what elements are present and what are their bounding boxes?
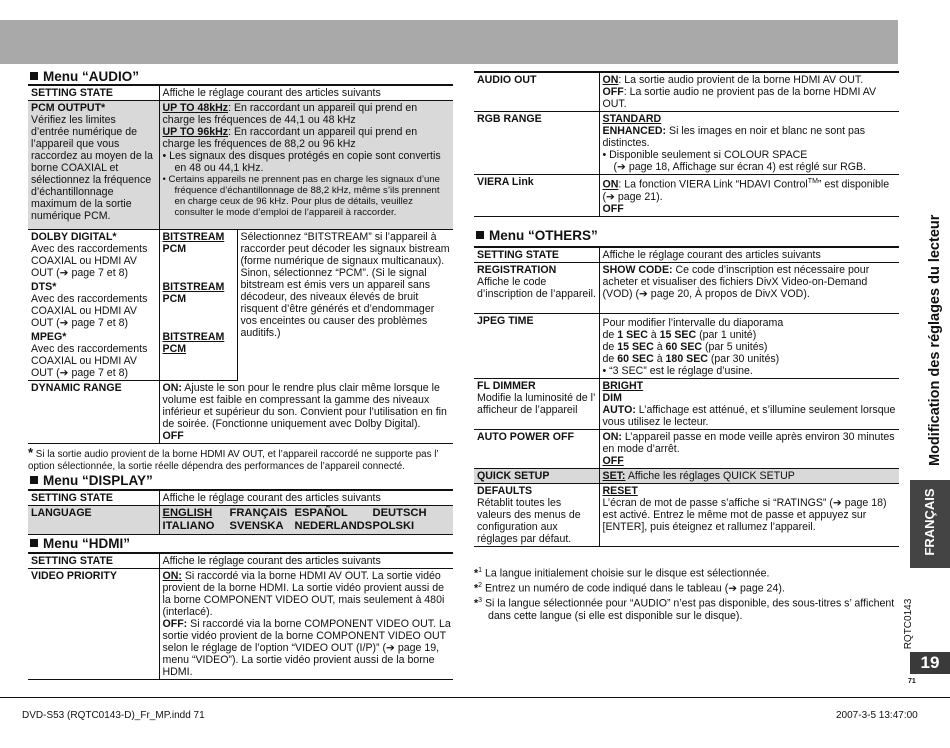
language-label: LANGUAGE: [28, 506, 159, 535]
language-tab-francais: FRANÇAIS: [910, 480, 950, 568]
pcm-desc: Vérifiez les limites d’entrée numérique de l’appareil que vous raccordez au moyen de la borne COAXIAL et sélectionnez la fréquence d’échantillonnage maximum de la sortie numérique PCM.: [31, 114, 153, 222]
language-options: ENGLISH FRANÇAIS ESPAÑOL DEUTSCH ITALIANO SVENSKA NEDERLANDS POLSKI: [162, 507, 427, 532]
page-number: 19: [910, 652, 950, 674]
opt-up-to-96khz: UP TO 96kHz: [162, 126, 229, 138]
document-code: RQTC0143: [903, 598, 914, 650]
footer-divider: [0, 697, 950, 698]
audio-footnote: * Si la sortie audio provient de la borne HDMI AV OUT, et l’appareil raccordé ne supporte pas l’ option sélectionnée, la sortie réelle dépendra des performances de l’appareil connecté.: [28, 445, 439, 472]
hdmi-cont-table: AUDIO OUT ON: La sortie audio provient de la borne HDMI AV OUT. OFF: La sortie audio ne provient pas de la borne HDMI AV OUT. RGB RANGE STANDARD ENHANCED: Si les images en noir et blanc ne sont pas distinctes. • Disponible seulement si COLOUR SPACE (➔ page 18, Affichage sur écran 4) est réglé sur RGB. VIERA Link ON: La fonction VIERA Link “HDAVI Control™” est disponible (➔ page 21). OFF: [474, 71, 899, 217]
pcm-output-row: PCM OUTPUT* Vérifiez les limites d’entrée numérique de l’appareil que vous raccordez au moyen de la borne COAXIAL et sélectionnez la fréquence d’échantillonnage maximum de la sortie numérique PCM. UP TO 48kHz: En raccordant un appareil qui prend en charge les fréquences de 44,1 ou 48 kHz UP TO 96kHz: En raccordant un appareil qui prend en charge les fréquences de 88,2 ou 96 kHz • Les signaux des disques protégés en copie sont convertis en 48 ou 44,1 kHz. • Certains appareils ne prennent pas en charge les signaux d’une fréquence d’échantillonnage de 88,2 kHz, même s’ils prennent en charge ceux de 96 kHz. Pour plus de détails, veuillez consulter le mode d’emploi de l’appareil à raccorder.: [28, 101, 453, 230]
others-table: SETTING STATE Affiche le réglage courant des articles suivants REGISTRATION Affiche le code d’inscription de l’appareil. SHOW CODE: Ce code d’inscription est nécessaire pour acheter et visualiser des fichiers DivX Video-on-Demand (VOD) (➔ page 20, À propos de DivX VOD). JPEG TIME Pour modifier l’intervalle du diaporama de 1 SEC à 15 SEC (par 1 unité) de 15 SEC à 60 SEC (par 5 unités) de 60 SEC à 180 SEC (par 30 unités) • “3 SEC” est le réglage d’usine. FL DIMMER Modifie la luminosité de l’ afficheur de l’appareil BRIGHT DIM AUTO: L’affichage est atténué, et s’illumine seulement lorsque vous utilisez le lecteur. AUTO POWER OFF ON: L’appareil passe en mode veille après environ 30 minutes en mode d’arrêt. OFF QUICK SETUP SET: Affiche les réglages QUICK SETUP DEFAULTS Rétablit toutes les valeurs des menus de configuration aux réglages par défaut. RESET L’écran de mot de passe s’affiche si “RATINGS” (➔ page 18) est activé. Entrez le même mot de passe et appuyez sur [ENTER], puis éteignez et rallumez l’appareil.: [474, 246, 899, 547]
bitstream-note: Sélectionnez “BITSTREAM” si l’appareil à raccorder peut décoder les signaux bistream (forme numérique de signaux multicanaux). Sinon, sélectionnez “PCM”. (Si le signal bitstream est émis vers un appareil sans décodeur, des niveaux élevés de bruit risquent d’être générés et d’endommager vos enceintes ou causer des problèmes auditifs.): [240, 231, 450, 339]
footer-timestamp: 2007-3-5 13:47:00: [836, 710, 918, 721]
others-footnotes: *$^1$ La langue initialement choisie sur le disque est sélectionnée. *$^2$ Entrez un numéro de code indiqué dans le tableau (➔ page 24). *$^3$ Si la langue sélectionnée pour “AUDIO” n’est pas disponible, des sous-titres s’ affichent dans cette langue (si elle est disponible sur le disque).: [474, 567, 895, 623]
mpeg-row: MPEG* Avec des raccordements COAXIAL ou HDMI AV OUT (➔ page 7 et 8) BITSTREAM PCM: [28, 330, 453, 381]
page-small-number: 71: [908, 678, 916, 685]
setting-state-label: SETTING STATE: [28, 85, 159, 101]
menu-hdmi-heading: Menu “HDMI”: [30, 536, 130, 552]
opt-up-to-48khz: UP TO 48kHz: [162, 102, 229, 114]
menu-others-heading: Menu “OTHERS”: [476, 228, 598, 244]
dynamic-range-row: DYNAMIC RANGE ON: Ajuste le son pour le rendre plus clair même lorsque le volume est faible en compressant la gamme des niveaux inférieur et supérieur du son. Convient pour l’utilisation en fin de soirée. (Fonctionne uniquement avec Dolby Digital). OFF: [28, 381, 453, 444]
dts-row: DTS* Avec des raccordements COAXIAL ou HDMI AV OUT (➔ page 7 et 8) BITSTREAM PCM: [28, 280, 453, 330]
menu-display-heading: Menu “DISPLAY”: [30, 473, 153, 489]
top-banner: [0, 20, 898, 64]
side-section-title: Modification des réglages du lecteur: [927, 214, 943, 466]
audio-table: [28, 84, 453, 444]
footer-filename: DVD-S53 (RQTC0143-D)_Fr_MP.indd 71: [22, 710, 205, 721]
hdmi-table: SETTING STATE Affiche le réglage courant des articles suivants VIDEO PRIORITY ON: Si raccordé via la borne HDMI AV OUT. La sortie vidéo provient de la borne HDMI. La sortie vidéo provient aussi de la borne COMPONENT VIDEO OUT, mais seulement à 480i (interlacé). OFF: Si raccordé via la borne COMPONENT VIDEO OUT. La sortie vidéo provient de la borne COMPONENT VIDEO OUT selon le réglage de l’option “VIDEO OUT (I/P)” (➔ page 19, menu “VIDEO”). La sortie vidéo provient aussi de la borne HDMI.: [28, 552, 453, 680]
setting-state-desc: Affiche le réglage courant des articles suivants: [159, 85, 453, 101]
video-priority-label: VIDEO PRIORITY: [28, 569, 159, 680]
menu-audio-heading: Menu “AUDIO”: [30, 69, 139, 85]
display-table: SETTING STATE Affiche le réglage courant des articles suivants LANGUAGE ENGLISH FRANÇAIS ESPAÑOL DEUTSCH ITALIANO SVENSKA NEDERLANDS POLSKI: [28, 489, 453, 535]
dolby-row: DOLBY DIGITAL* Avec des raccordements COAXIAL ou HDMI AV OUT (➔ page 7 et 8) BITSTREAM PCM Sélectionnez “BITSTREAM” si l’appareil à raccorder peut décoder les signaux bistream (forme numérique de signaux multicanaux). Sinon, sélectionnez “PCM”. (Si le signal bitstream est émis vers un appareil sans décodeur, des niveaux élevés de bruit risquent d’être générés et d’endommager vos enceintes ou causer des problèmes auditifs.): [28, 230, 453, 281]
